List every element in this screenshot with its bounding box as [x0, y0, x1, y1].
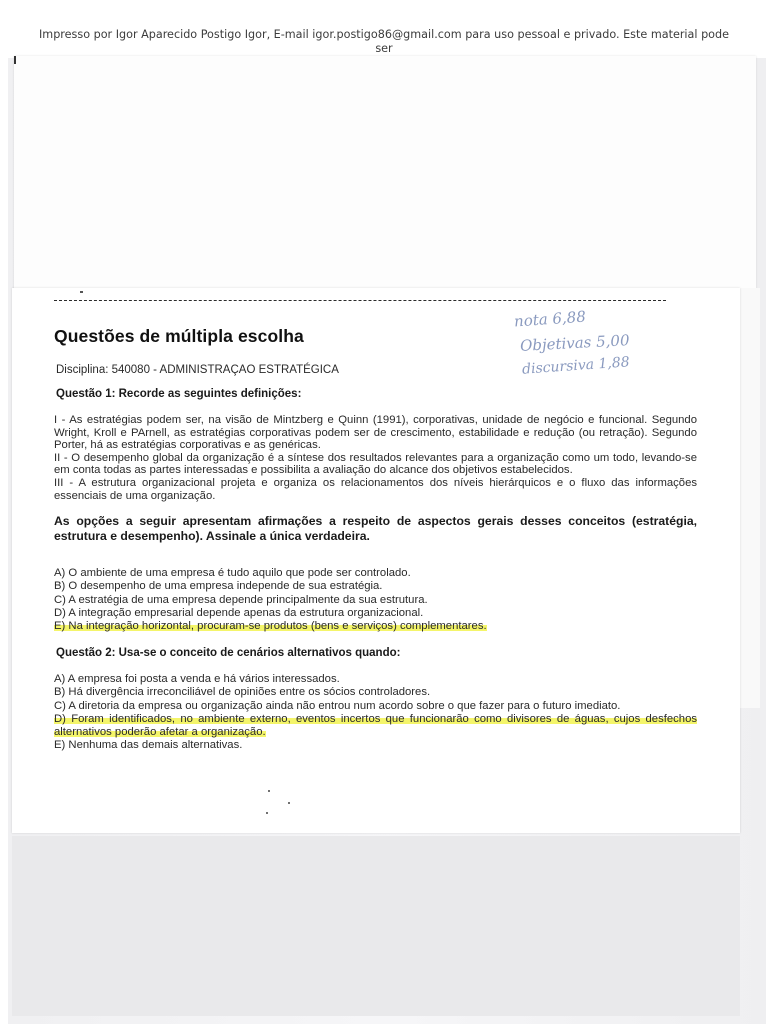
- q2-option-a: A) A empresa foi posta a venda e há vários interessados.: [54, 673, 340, 686]
- highlight-mark: E) Na integração horizontal, procuram-se produtos (bens e serviços) complementares.: [54, 619, 487, 632]
- discipline-line: Disciplina: 540080 - ADMINISTRAÇAO ESTRATÉGICA: [56, 364, 339, 376]
- q2-option-d-highlighted: [54, 713, 697, 739]
- scan-speck: [80, 291, 83, 293]
- question-1-instruction: As opções a seguir apresentam afirmações a respeito de aspectos gerais desses conceitos (estratégia, estrutura e desempenho). Assinale a única verdadeira.: [54, 514, 697, 544]
- handwritten-grade: nota 6,88: [513, 307, 587, 331]
- q1-option-e-highlighted: [54, 620, 697, 633]
- question-2-heading: Questão 2: Usa-se o conceito de cenários alternativos quando:: [56, 647, 401, 660]
- paper-sheet-top: [14, 56, 756, 292]
- q1-option-a: A) O ambiente de uma empresa é tudo aquilo que pode ser controlado.: [54, 567, 411, 580]
- definition-iii: III - A estrutura organizacional projeta e organiza os relacionamentos dos níveis hierárquicos e o fluxo das informações essenciais de uma organização.: [54, 476, 697, 502]
- q1-option-c: C) A estratégia de uma empresa depende principalmente da sua estrutura.: [54, 593, 428, 606]
- q2-option-c: C) A diretoria da empresa ou organização ainda não entrou num acordo sobre o que fazer para o futuro imediato.: [54, 699, 621, 712]
- q1-option-d: D) A integração empresarial depende apenas da estrutura organizacional.: [54, 606, 424, 619]
- q2-option-e: E) Nenhuma das demais alternativas.: [54, 739, 243, 752]
- scan-speck: [288, 802, 290, 804]
- exam-content: [54, 320, 697, 752]
- question-1-definitions: [54, 414, 697, 502]
- q2-option-b: B) Há divergência irreconciliável de opiniões entre os sócios controladores.: [54, 686, 431, 699]
- handwritten-objective-score: Objetivas 5,00: [519, 331, 630, 355]
- q1-option-b: B) O desempenho de uma empresa independe de sua estratégia.: [54, 580, 383, 593]
- watermark-line-1: Impresso por Igor Aparecido Postigo Igor, E-mail igor.postigo86@gmail.com para uso pessoal e privado. Este material pode ser: [39, 28, 729, 55]
- paper-right-margin: [740, 288, 760, 708]
- question-1-heading: Questão 1: Recorde as seguintes definições:: [56, 388, 302, 400]
- question-1-options: [54, 567, 697, 633]
- dashed-cut-line: [54, 300, 666, 301]
- paper-sheet-bottom: [12, 836, 740, 1016]
- question-2-options: [54, 673, 697, 752]
- paper-edge-mark: [14, 56, 16, 64]
- page-title: Questões de múltipla escolha: [54, 326, 304, 346]
- highlight-mark: D) Foram identificados, no ambiente externo, eventos incertos que funcionarão como divisores de águas, cujos desfechos alternativos poderão afetar a organização.: [54, 712, 697, 738]
- scan-speck: [266, 812, 268, 814]
- definition-ii: II - O desempenho global da organização é a síntese dos resultados relevantes para a organização como um todo, levando-se em conta todas as partes interessadas e possibilita a avaliação do alcance dos objetivos estabelecidos.: [54, 451, 697, 477]
- definition-i: I - As estratégias podem ser, na visão de Mintzberg e Quinn (1991), corporativas, unidade de negócio e funcional. Segundo Wright, Kroll e PArnell, as estratégias corporativas podem ser de crescimento, estabilidade e redução (ou retração). Segundo Porter, há as estratégias corporativas e as genéricas.: [54, 414, 697, 452]
- scan-speck: [268, 790, 270, 792]
- handwritten-essay-score: discursiva 1,88: [521, 354, 631, 378]
